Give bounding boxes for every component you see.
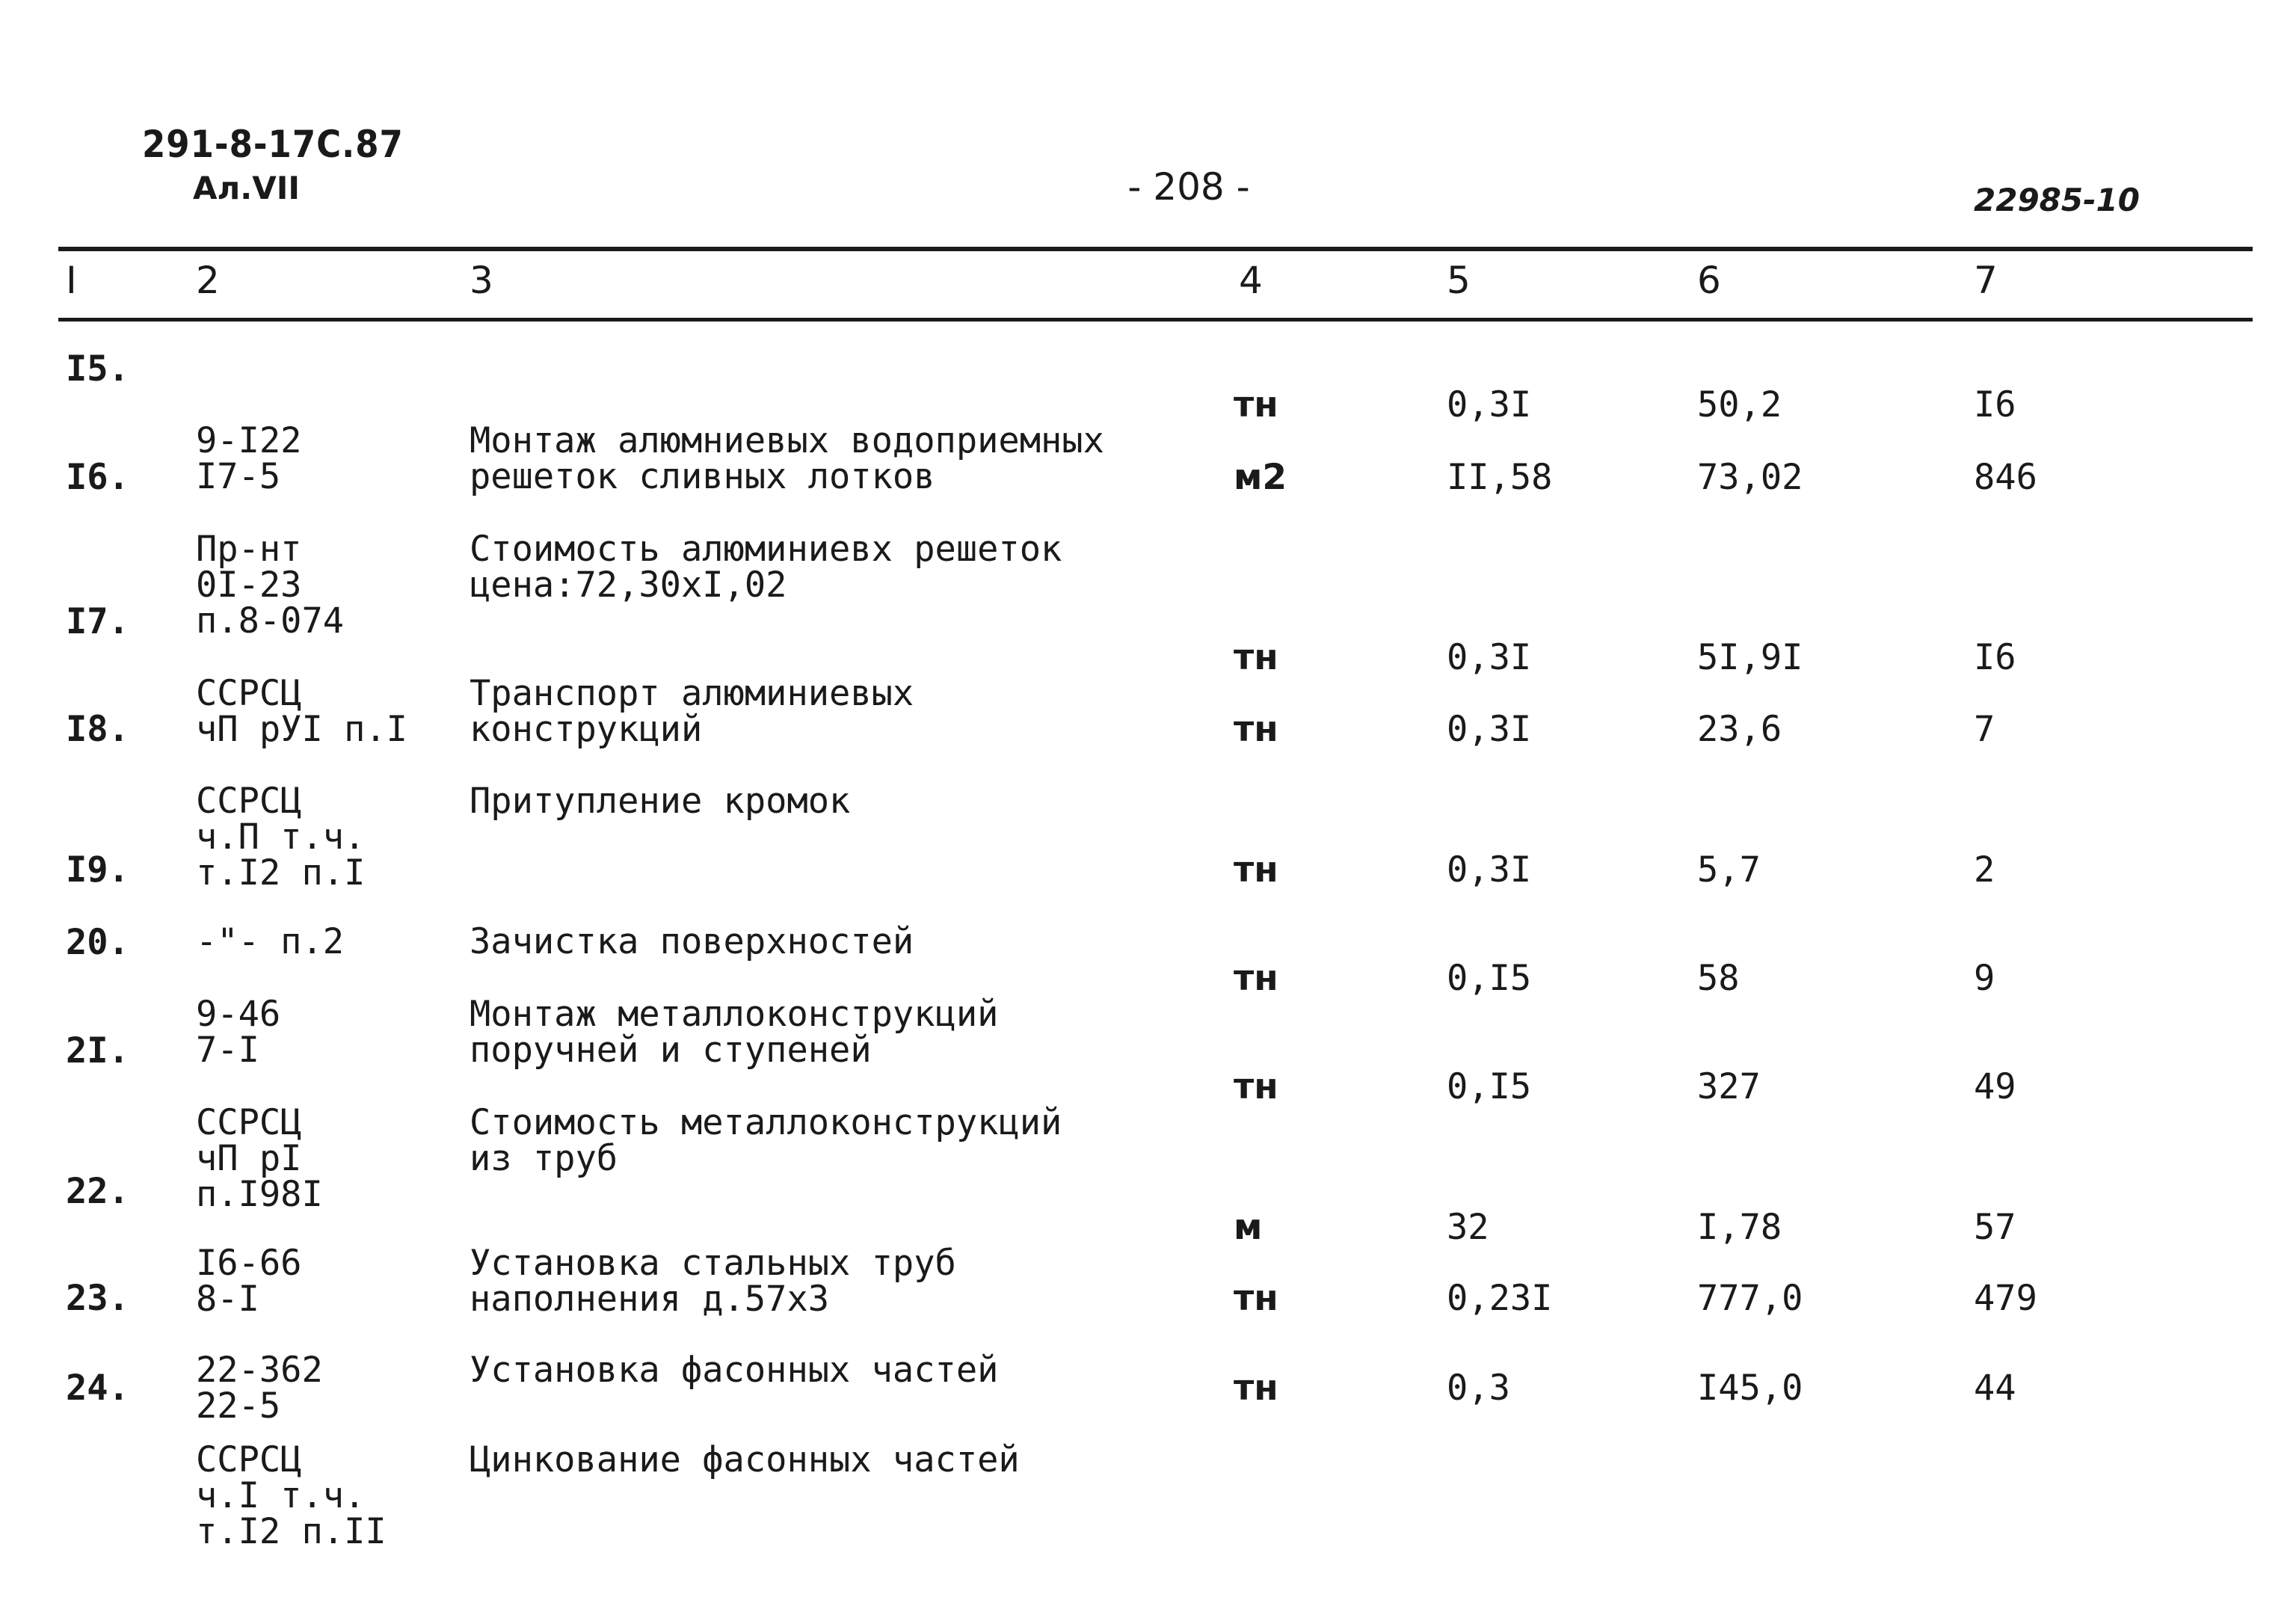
total-cost: 57 (1974, 1207, 2016, 1248)
row-number: I8. (66, 709, 129, 750)
norm-reference: -"- п.2 (196, 921, 345, 962)
work-description: Цинкование фасонных частей (470, 1439, 1020, 1480)
quantity: 0,3 (1447, 1368, 1510, 1409)
row-number: 20. (66, 922, 129, 963)
column-header-2: 2 (196, 259, 220, 302)
column-header-4: 4 (1239, 259, 1263, 302)
norm-reference: ССРСЦ чП рI п.I98I (196, 1102, 323, 1215)
row-number: I6. (66, 457, 129, 498)
norm-reference: 9-I22 I7-5 (196, 420, 302, 497)
norm-reference: ССРСЦ чП рУI п.I (196, 673, 407, 750)
total-cost: I6 (1974, 384, 2016, 425)
quantity: 0,23I (1447, 1278, 1553, 1319)
quantity: 0,I5 (1447, 1066, 1532, 1107)
unit-price: 23,6 (1697, 709, 1782, 750)
page-number: - 208 - (1127, 165, 1250, 209)
unit: тн (1234, 958, 1278, 999)
unit: тн (1234, 1368, 1278, 1409)
unit-price: 5,7 (1697, 849, 1761, 891)
column-header-3: 3 (470, 259, 493, 302)
norm-reference: 22-362 22-5 (196, 1350, 323, 1427)
row-number: 24. (66, 1368, 129, 1409)
column-header-1: I (66, 259, 77, 302)
inventory-stamp: 22985-10 (1974, 182, 2140, 218)
unit: тн (1234, 637, 1278, 678)
row-number: I9. (66, 849, 129, 891)
total-cost: 49 (1974, 1066, 2016, 1107)
norm-reference: Пр-нт 0I-23 п.8-074 (196, 529, 345, 642)
quantity: 0,3I (1447, 849, 1532, 891)
column-header-7: 7 (1974, 259, 1998, 302)
total-cost: 2 (1974, 849, 1995, 891)
norm-reference: I6-66 8-I (196, 1243, 302, 1320)
quantity: 0,3I (1447, 384, 1532, 425)
quantity: 0,3I (1447, 709, 1532, 750)
work-description: Монтаж металлоконструкций поручней и ступеней (470, 994, 999, 1071)
sheet-label: Ал.VII (193, 170, 300, 206)
unit-price: 5I,9I (1697, 637, 1803, 678)
work-description: Установка стальных труб наполнения д.57х3 (470, 1243, 956, 1320)
unit: м2 (1234, 457, 1287, 498)
document-code: 291-8-17С.87 (142, 123, 404, 166)
row-number: 23. (66, 1278, 129, 1319)
table-header-rule (58, 318, 2253, 322)
unit-price: 73,02 (1697, 457, 1803, 498)
unit: тн (1234, 849, 1278, 891)
row-number: I5. (66, 348, 129, 390)
unit: тн (1234, 1066, 1278, 1107)
unit: тн (1234, 709, 1278, 750)
total-cost: 9 (1974, 958, 1995, 999)
work-description: Стоимость алюминиевх решеток цена:72,30хI,02 (470, 529, 1062, 606)
total-cost: 7 (1974, 709, 1995, 750)
row-number: 2I. (66, 1030, 129, 1071)
quantity: 0,3I (1447, 637, 1532, 678)
quantity: 32 (1447, 1207, 1489, 1248)
row-number: 22. (66, 1171, 129, 1212)
total-cost: I6 (1974, 637, 2016, 678)
norm-reference: ССРСЦ ч.I т.ч. т.I2 п.II (196, 1439, 387, 1552)
unit-price: 327 (1697, 1066, 1761, 1107)
norm-reference: ССРСЦ ч.П т.ч. т.I2 п.I (196, 781, 366, 893)
table-top-rule (58, 247, 2253, 251)
unit-price: I,78 (1697, 1207, 1782, 1248)
work-description: Установка фасонных частей (470, 1350, 999, 1391)
unit: тн (1234, 1278, 1278, 1319)
work-description: Транспорт алюминиевых конструкций (470, 673, 914, 750)
norm-reference: 9-46 7-I (196, 994, 281, 1071)
quantity: II,58 (1447, 457, 1553, 498)
column-header-6: 6 (1697, 259, 1721, 302)
work-description: Монтаж алюмниевых водоприемных решеток сливных лотков (470, 420, 1104, 497)
column-header-5: 5 (1447, 259, 1471, 302)
work-description: Притупление кромок (470, 781, 851, 822)
unit-price: I45,0 (1697, 1368, 1803, 1409)
unit-price: 50,2 (1697, 384, 1782, 425)
unit-price: 777,0 (1697, 1278, 1803, 1319)
unit: м (1234, 1207, 1263, 1248)
unit-price: 58 (1697, 958, 1740, 999)
total-cost: 479 (1974, 1278, 2037, 1319)
row-number: I7. (66, 601, 129, 642)
quantity: 0,I5 (1447, 958, 1532, 999)
work-description: Стоимость металлоконструкций из труб (470, 1102, 1062, 1179)
unit: тн (1234, 384, 1278, 425)
work-description: Зачистка поверхностей (470, 921, 914, 962)
total-cost: 846 (1974, 457, 2037, 498)
total-cost: 44 (1974, 1368, 2016, 1409)
